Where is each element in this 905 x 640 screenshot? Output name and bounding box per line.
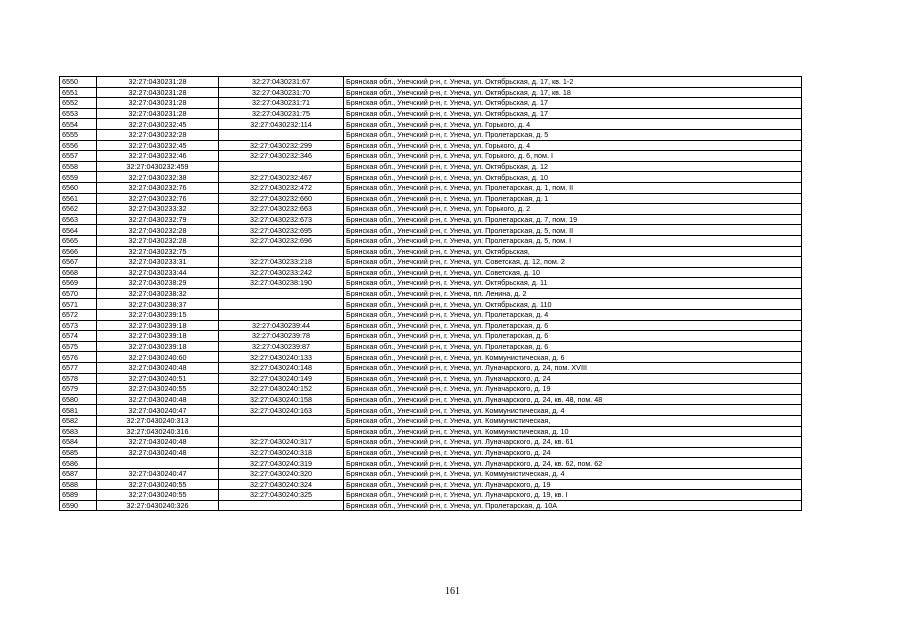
row-number-cell: 6551 [60,87,97,98]
object-cadastral-number-cell [219,299,344,310]
object-cadastral-number-cell: 32:27:0430240:152 [219,384,344,395]
object-cadastral-number-cell [219,246,344,257]
land-plot-cadastral-number-cell: 32:27:0430240:48 [97,363,219,374]
table-row [60,108,802,119]
address-cell: Брянская обл., Унечский р-н, г. Унеча, ул. Пролетарская, д. 7, пом. 19 [344,214,802,225]
table-row [60,405,802,416]
table-row [60,278,802,289]
land-plot-cadastral-number-cell: 32:27:0430233:32 [97,204,219,215]
address-cell: Брянская обл., Унечский р-н, г. Унеча, ул. Луначарского, д. 24, кв. 61 [344,437,802,448]
address-cell: Брянская обл., Унечский р-н, г. Унеча, ул. Октябрьская, д. 17 [344,98,802,109]
land-plot-cadastral-number-cell: 32:27:0430240:48 [97,447,219,458]
table-row [60,426,802,437]
land-plot-cadastral-number-cell: 32:27:0430240:55 [97,384,219,395]
land-plot-cadastral-number-cell: 32:27:0430240:326 [97,500,219,511]
address-cell: Брянская обл., Унечский р-н, г. Унеча, ул. Пролетарская, д. 5, пом. I [344,235,802,246]
address-cell: Брянская обл., Унечский р-н, г. Унеча, ул. Коммунистическая, д. 4 [344,468,802,479]
land-plot-cadastral-number-cell: 32:27:0430239:18 [97,341,219,352]
table-row [60,246,802,257]
land-plot-cadastral-number-cell [97,458,219,469]
object-cadastral-number-cell: 32:27:0430232:299 [219,140,344,151]
land-plot-cadastral-number-cell: 32:27:0430240:47 [97,468,219,479]
object-cadastral-number-cell [219,288,344,299]
table-row [60,500,802,511]
object-cadastral-number-cell: 32:27:0430232:467 [219,172,344,183]
address-cell: Брянская обл., Унечский р-н, г. Унеча, ул. Пролетарская, д. 5, пом. II [344,225,802,236]
row-number-cell: 6577 [60,363,97,374]
table-row [60,479,802,490]
object-cadastral-number-cell: 32:27:0430231:67 [219,77,344,88]
object-cadastral-number-cell: 32:27:0430240:319 [219,458,344,469]
address-cell: Брянская обл., Унечский р-н, г. Унеча, пл. Ленина, д. 2 [344,288,802,299]
row-number-cell: 6561 [60,193,97,204]
table-row [60,288,802,299]
table-row [60,458,802,469]
row-number-cell: 6581 [60,405,97,416]
table-row [60,140,802,151]
table-row [60,204,802,215]
land-plot-cadastral-number-cell: 32:27:0430232:45 [97,119,219,130]
object-cadastral-number-cell: 32:27:0430232:472 [219,182,344,193]
table-row [60,193,802,204]
address-cell: Брянская обл., Унечский р-н, г. Унеча, ул. Луначарского, д. 24 [344,373,802,384]
table-row [60,394,802,405]
land-plot-cadastral-number-cell: 32:27:0430232:38 [97,172,219,183]
table-row [60,151,802,162]
address-cell: Брянская обл., Унечский р-н, г. Унеча, ул. Луначарского, д. 19, кв. I [344,490,802,501]
object-cadastral-number-cell: 32:27:0430240:148 [219,363,344,374]
table-row [60,468,802,479]
land-plot-cadastral-number-cell: 32:27:0430239:18 [97,320,219,331]
row-number-cell: 6555 [60,129,97,140]
row-number-cell: 6568 [60,267,97,278]
row-number-cell: 6570 [60,288,97,299]
table-row [60,235,802,246]
row-number-cell: 6574 [60,331,97,342]
land-plot-cadastral-number-cell: 32:27:0430240:48 [97,437,219,448]
row-number-cell: 6573 [60,320,97,331]
land-plot-cadastral-number-cell: 32:27:0430232:459 [97,161,219,172]
land-plot-cadastral-number-cell: 32:27:0430240:313 [97,416,219,427]
row-number-cell: 6560 [60,182,97,193]
row-number-cell: 6575 [60,341,97,352]
object-cadastral-number-cell: 32:27:0430238:190 [219,278,344,289]
object-cadastral-number-cell: 32:27:0430239:87 [219,341,344,352]
object-cadastral-number-cell: 32:27:0430239:44 [219,320,344,331]
object-cadastral-number-cell: 32:27:0430232:695 [219,225,344,236]
row-number-cell: 6557 [60,151,97,162]
land-plot-cadastral-number-cell: 32:27:0430240:51 [97,373,219,384]
row-number-cell: 6578 [60,373,97,384]
address-cell: Брянская обл., Унечский р-н, г. Унеча, ул. Пролетарская, д. 6 [344,320,802,331]
address-cell: Брянская обл., Унечский р-н, г. Унеча, ул. Луначарского, д. 24, кв. 48, пом. 48 [344,394,802,405]
object-cadastral-number-cell [219,416,344,427]
address-cell: Брянская обл., Унечский р-н, г. Унеча, ул. Пролетарская, д. 1 [344,193,802,204]
object-cadastral-number-cell: 32:27:0430240:318 [219,447,344,458]
land-plot-cadastral-number-cell: 32:27:0430232:75 [97,246,219,257]
address-cell: Брянская обл., Унечский р-н, г. Унеча, ул. Луначарского, д. 19 [344,479,802,490]
land-plot-cadastral-number-cell: 32:27:0430232:28 [97,129,219,140]
object-cadastral-number-cell: 32:27:0430239:78 [219,331,344,342]
cadastral-registry-table [59,76,802,511]
row-number-cell: 6571 [60,299,97,310]
land-plot-cadastral-number-cell: 32:27:0430240:48 [97,394,219,405]
land-plot-cadastral-number-cell: 32:27:0430232:79 [97,214,219,225]
table-row [60,490,802,501]
object-cadastral-number-cell: 32:27:0430232:673 [219,214,344,225]
object-cadastral-number-cell: 32:27:0430240:133 [219,352,344,363]
address-cell: Брянская обл., Унечский р-н, г. Унеча, ул. Горького, д. 6, пом. I [344,151,802,162]
address-cell: Брянская обл., Унечский р-н, г. Унеча, ул. Коммунистическая, д. 6 [344,352,802,363]
object-cadastral-number-cell [219,500,344,511]
registry-table-body [60,77,802,511]
row-number-cell: 6564 [60,225,97,236]
table-row [60,310,802,321]
address-cell: Брянская обл., Унечский р-н, г. Унеча, ул. Луначарского, д. 24, пом. XVIII [344,363,802,374]
address-cell: Брянская обл., Унечский р-н, г. Унеча, ул. Горького, д. 4 [344,140,802,151]
address-cell: Брянская обл., Унечский р-н, г. Унеча, ул. Октябрьская, д. 17 [344,108,802,119]
land-plot-cadastral-number-cell: 32:27:0430232:46 [97,151,219,162]
table-row [60,172,802,183]
row-number-cell: 6550 [60,77,97,88]
table-row [60,363,802,374]
address-cell: Брянская обл., Унечский р-н, г. Унеча, ул. Горького, д. 4 [344,119,802,130]
table-row [60,416,802,427]
address-cell: Брянская обл., Унечский р-н, г. Унеча, ул. Октябрьская, д. 12 [344,161,802,172]
land-plot-cadastral-number-cell: 32:27:0430232:76 [97,182,219,193]
table-row [60,320,802,331]
object-cadastral-number-cell: 32:27:0430232:346 [219,151,344,162]
object-cadastral-number-cell: 32:27:0430240:325 [219,490,344,501]
table-row [60,299,802,310]
row-number-cell: 6583 [60,426,97,437]
table-row [60,331,802,342]
address-cell: Брянская обл., Унечский р-н, г. Унеча, ул. Пролетарская, д. 1, пом. II [344,182,802,193]
table-row [60,87,802,98]
table-row [60,352,802,363]
address-cell: Брянская обл., Унечский р-н, г. Унеча, ул. Луначарского, д. 24 [344,447,802,458]
object-cadastral-number-cell: 32:27:0430231:75 [219,108,344,119]
land-plot-cadastral-number-cell: 32:27:0430239:18 [97,331,219,342]
table-row [60,98,802,109]
object-cadastral-number-cell: 32:27:0430232:696 [219,235,344,246]
object-cadastral-number-cell: 32:27:0430240:324 [219,479,344,490]
row-number-cell: 6590 [60,500,97,511]
table-row [60,129,802,140]
address-cell: Брянская обл., Унечский р-н, г. Унеча, ул. Луначарского, д. 24, кв. 62, пом. 62 [344,458,802,469]
object-cadastral-number-cell: 32:27:0430240:317 [219,437,344,448]
address-cell: Брянская обл., Унечский р-н, г. Унеча, ул. Пролетарская, д. 6 [344,341,802,352]
table-row [60,77,802,88]
row-number-cell: 6586 [60,458,97,469]
land-plot-cadastral-number-cell: 32:27:0430232:45 [97,140,219,151]
land-plot-cadastral-number-cell: 32:27:0430239:15 [97,310,219,321]
land-plot-cadastral-number-cell: 32:27:0430238:32 [97,288,219,299]
land-plot-cadastral-number-cell: 32:27:0430240:60 [97,352,219,363]
address-cell: Брянская обл., Унечский р-н, г. Унеча, ул. Пролетарская, д. 10А [344,500,802,511]
address-cell: Брянская обл., Унечский р-н, г. Унеча, ул. Пролетарская, д. 6 [344,331,802,342]
row-number-cell: 6565 [60,235,97,246]
row-number-cell: 6579 [60,384,97,395]
object-cadastral-number-cell: 32:27:0430233:242 [219,267,344,278]
row-number-cell: 6589 [60,490,97,501]
address-cell: Брянская обл., Унечский р-н, г. Унеча, ул. Коммунистическая, д. 10 [344,426,802,437]
row-number-cell: 6553 [60,108,97,119]
land-plot-cadastral-number-cell: 32:27:0430232:28 [97,235,219,246]
row-number-cell: 6572 [60,310,97,321]
object-cadastral-number-cell: 32:27:0430232:660 [219,193,344,204]
land-plot-cadastral-number-cell: 32:27:0430238:37 [97,299,219,310]
row-number-cell: 6562 [60,204,97,215]
object-cadastral-number-cell: 32:27:0430240:163 [219,405,344,416]
address-cell: Брянская обл., Унечский р-н, г. Унеча, ул. Октябрьская, [344,246,802,257]
row-number-cell: 6558 [60,161,97,172]
object-cadastral-number-cell: 32:27:0430240:149 [219,373,344,384]
table-row [60,161,802,172]
land-plot-cadastral-number-cell: 32:27:0430231:28 [97,87,219,98]
row-number-cell: 6585 [60,447,97,458]
address-cell: Брянская обл., Унечский р-н, г. Унеча, ул. Октябрьская, д. 10 [344,172,802,183]
object-cadastral-number-cell: 32:27:0430232:663 [219,204,344,215]
table-row [60,214,802,225]
row-number-cell: 6559 [60,172,97,183]
table-row [60,437,802,448]
object-cadastral-number-cell: 32:27:0430240:320 [219,468,344,479]
address-cell: Брянская обл., Унечский р-н, г. Унеча, ул. Октябрьская, д. 110 [344,299,802,310]
table-row [60,384,802,395]
row-number-cell: 6584 [60,437,97,448]
object-cadastral-number-cell: 32:27:0430240:158 [219,394,344,405]
table-row [60,119,802,130]
row-number-cell: 6588 [60,479,97,490]
table-row [60,267,802,278]
object-cadastral-number-cell: 32:27:0430231:70 [219,87,344,98]
address-cell: Брянская обл., Унечский р-н, г. Унеча, ул. Советская, д. 12, пом. 2 [344,257,802,268]
land-plot-cadastral-number-cell: 32:27:0430231:28 [97,77,219,88]
address-cell: Брянская обл., Унечский р-н, г. Унеча, ул. Горького, д. 2 [344,204,802,215]
row-number-cell: 6576 [60,352,97,363]
address-cell: Брянская обл., Унечский р-н, г. Унеча, ул. Пролетарская, д. 4 [344,310,802,321]
land-plot-cadastral-number-cell: 32:27:0430232:28 [97,225,219,236]
row-number-cell: 6582 [60,416,97,427]
object-cadastral-number-cell: 32:27:0430231:71 [219,98,344,109]
land-plot-cadastral-number-cell: 32:27:0430240:316 [97,426,219,437]
row-number-cell: 6556 [60,140,97,151]
row-number-cell: 6566 [60,246,97,257]
land-plot-cadastral-number-cell: 32:27:0430238:29 [97,278,219,289]
page-number: 161 [445,586,460,597]
land-plot-cadastral-number-cell: 32:27:0430240:55 [97,490,219,501]
address-cell: Брянская обл., Унечский р-н, г. Унеча, ул. Советская, д. 10 [344,267,802,278]
address-cell: Брянская обл., Унечский р-н, г. Унеча, ул. Октябрьская, д. 17, кв. 18 [344,87,802,98]
table-row [60,257,802,268]
row-number-cell: 6580 [60,394,97,405]
address-cell: Брянская обл., Унечский р-н, г. Унеча, ул. Коммунистическая, [344,416,802,427]
object-cadastral-number-cell [219,310,344,321]
land-plot-cadastral-number-cell: 32:27:0430231:28 [97,108,219,119]
land-plot-cadastral-number-cell: 32:27:0430240:55 [97,479,219,490]
land-plot-cadastral-number-cell: 32:27:0430233:44 [97,267,219,278]
address-cell: Брянская обл., Унечский р-н, г. Унеча, ул. Октябрьская, д. 17, кв. 1-2 [344,77,802,88]
row-number-cell: 6554 [60,119,97,130]
object-cadastral-number-cell: 32:27:0430232:114 [219,119,344,130]
row-number-cell: 6567 [60,257,97,268]
table-row [60,225,802,236]
object-cadastral-number-cell [219,426,344,437]
land-plot-cadastral-number-cell: 32:27:0430231:28 [97,98,219,109]
object-cadastral-number-cell [219,129,344,140]
table-row [60,341,802,352]
row-number-cell: 6552 [60,98,97,109]
row-number-cell: 6569 [60,278,97,289]
table-row [60,182,802,193]
table-row [60,373,802,384]
land-plot-cadastral-number-cell: 32:27:0430233:31 [97,257,219,268]
table-row [60,447,802,458]
address-cell: Брянская обл., Унечский р-н, г. Унеча, ул. Пролетарская, д. 5 [344,129,802,140]
address-cell: Брянская обл., Унечский р-н, г. Унеча, ул. Октябрьская, д. 11 [344,278,802,289]
object-cadastral-number-cell [219,161,344,172]
row-number-cell: 6563 [60,214,97,225]
land-plot-cadastral-number-cell: 32:27:0430232:76 [97,193,219,204]
land-plot-cadastral-number-cell: 32:27:0430240:47 [97,405,219,416]
object-cadastral-number-cell: 32:27:0430233:218 [219,257,344,268]
address-cell: Брянская обл., Унечский р-н, г. Унеча, ул. Луначарского, д. 19 [344,384,802,395]
address-cell: Брянская обл., Унечский р-н, г. Унеча, ул. Коммунистическая, д. 4 [344,405,802,416]
row-number-cell: 6587 [60,468,97,479]
